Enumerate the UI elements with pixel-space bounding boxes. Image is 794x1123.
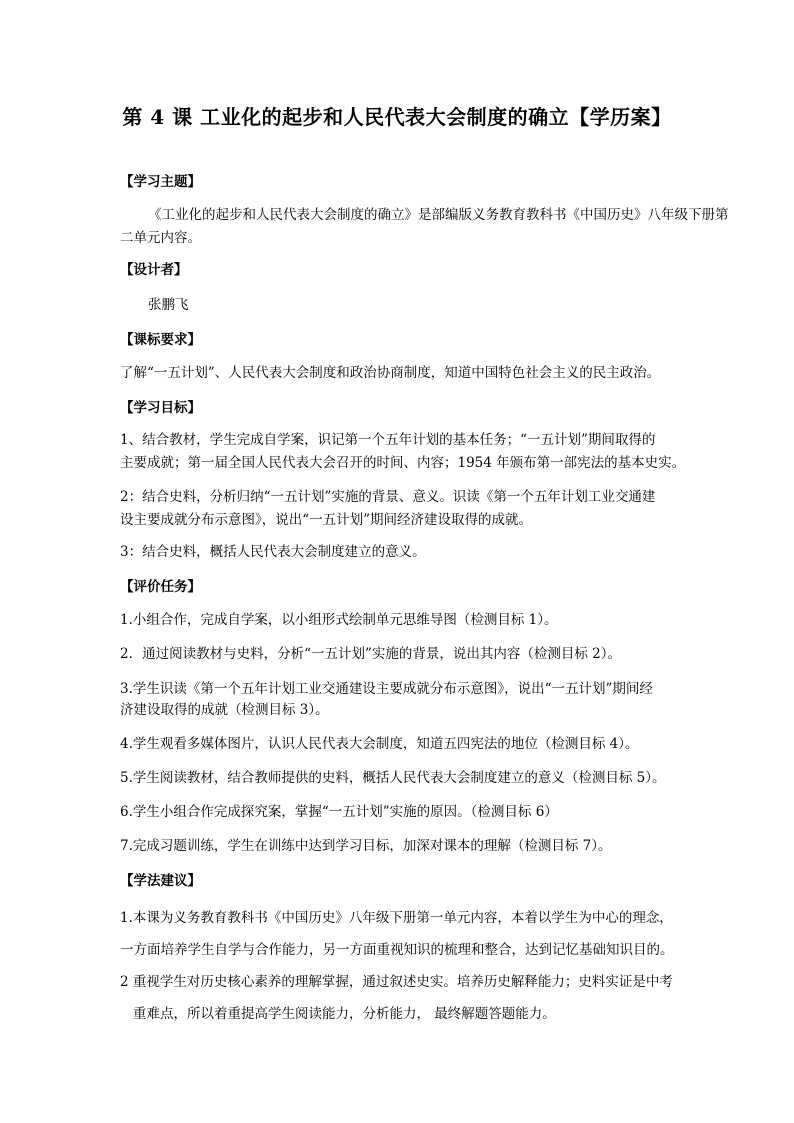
- theme-text-line2: 二单元内容。: [120, 230, 201, 246]
- objective-1-line1: 1、结合教材，学生完成自学案，识记第一个五年计划的基本任务；“一五计划”期间取得的: [120, 432, 656, 448]
- curriculum-text: 了解“一五计划”、人民代表大会制度和政治协商制度，知道中国特色社会主义的民主政治。: [120, 365, 661, 381]
- evaluation-task-1: 1.小组合作，完成自学案，以小组形式绘制单元思维导图（检测目标 1）。: [120, 612, 558, 628]
- objective-1-line2: 主要成就；第一届全国人民代表大会召开的时间、内容；1954 年颁布第一部宪法的基本史实。: [120, 455, 686, 471]
- evaluation-task-3-line2: 济建设取得的成就（检测目标 3）。: [120, 702, 329, 718]
- section-heading-theme: 【学习主题】: [120, 174, 201, 190]
- method-2-line1: 2 重视学生对历史核心素养的理解掌握，通过叙述史实。培养历史解释能力；史料实证是中考: [120, 974, 673, 990]
- evaluation-task-6: 6.学生小组合作完成探究案，掌握“一五计划”实施的原因。（检测目标 6）: [120, 804, 558, 820]
- section-heading-designer: 【设计者】: [120, 262, 188, 278]
- method-2-line2: 重难点，所以着重提高学生阅读能力，分析能力， 最终解题答题能力。: [133, 1006, 556, 1022]
- method-1-line1: 1.本课为义务教育教科书《中国历史》八年级下册第一单元内容，本着以学生为中心的理念，: [120, 910, 673, 926]
- evaluation-task-2: 2．通过阅读教材与史料，分析“一五计划”实施的背景，说出其内容（检测目标 2）。: [120, 646, 622, 662]
- evaluation-task-5: 5.学生阅读教材，结合教师提供的史料，概括人民代表大会制度建立的意义（检测目标 5）。: [120, 770, 666, 786]
- method-1-line2: 一方面培养学生自学与合作能力，另一方面重视知识的梳理和整合，达到记忆基础知识目的。: [120, 942, 674, 958]
- objective-2-line1: 2：结合史料，分析归纳“一五计划”实施的背景、意义。识读《第一个五年计划工业交通建: [120, 489, 656, 505]
- section-heading-curriculum: 【课标要求】: [120, 332, 201, 348]
- designer-name: 张鹏飞: [148, 297, 189, 313]
- evaluation-task-4: 4.学生观看多媒体图片，认识人民代表大会制度，知道五四宪法的地位（检测目标 4）。: [120, 736, 639, 752]
- section-heading-evaluation: 【评价任务】: [120, 579, 201, 595]
- theme-text-line1: 《工业化的起步和人民代表大会制度的确立》是部编版义务教育教科书《中国历史》八年级下册第: [148, 207, 729, 223]
- section-heading-method: 【学法建议】: [120, 873, 201, 889]
- evaluation-task-7: 7.完成习题训练，学生在训练中达到学习目标，加深对课本的理解（检测目标 7）。: [120, 838, 612, 854]
- objective-2-line2: 设主要成就分布示意图》，说出“一五计划”期间经济建设取得的成就。: [120, 512, 533, 528]
- objective-3: 3：结合史料，概括人民代表大会制度建立的意义。: [120, 544, 426, 560]
- page-title: 第 4 课 工业化的起步和人民代表大会制度的确立【学历案】: [122, 105, 672, 129]
- section-heading-objectives: 【学习目标】: [120, 400, 201, 416]
- evaluation-task-3-line1: 3.学生识读《第一个五年计划工业交通建设主要成就分布示意图》，说出“一五计划”期间经: [120, 681, 653, 697]
